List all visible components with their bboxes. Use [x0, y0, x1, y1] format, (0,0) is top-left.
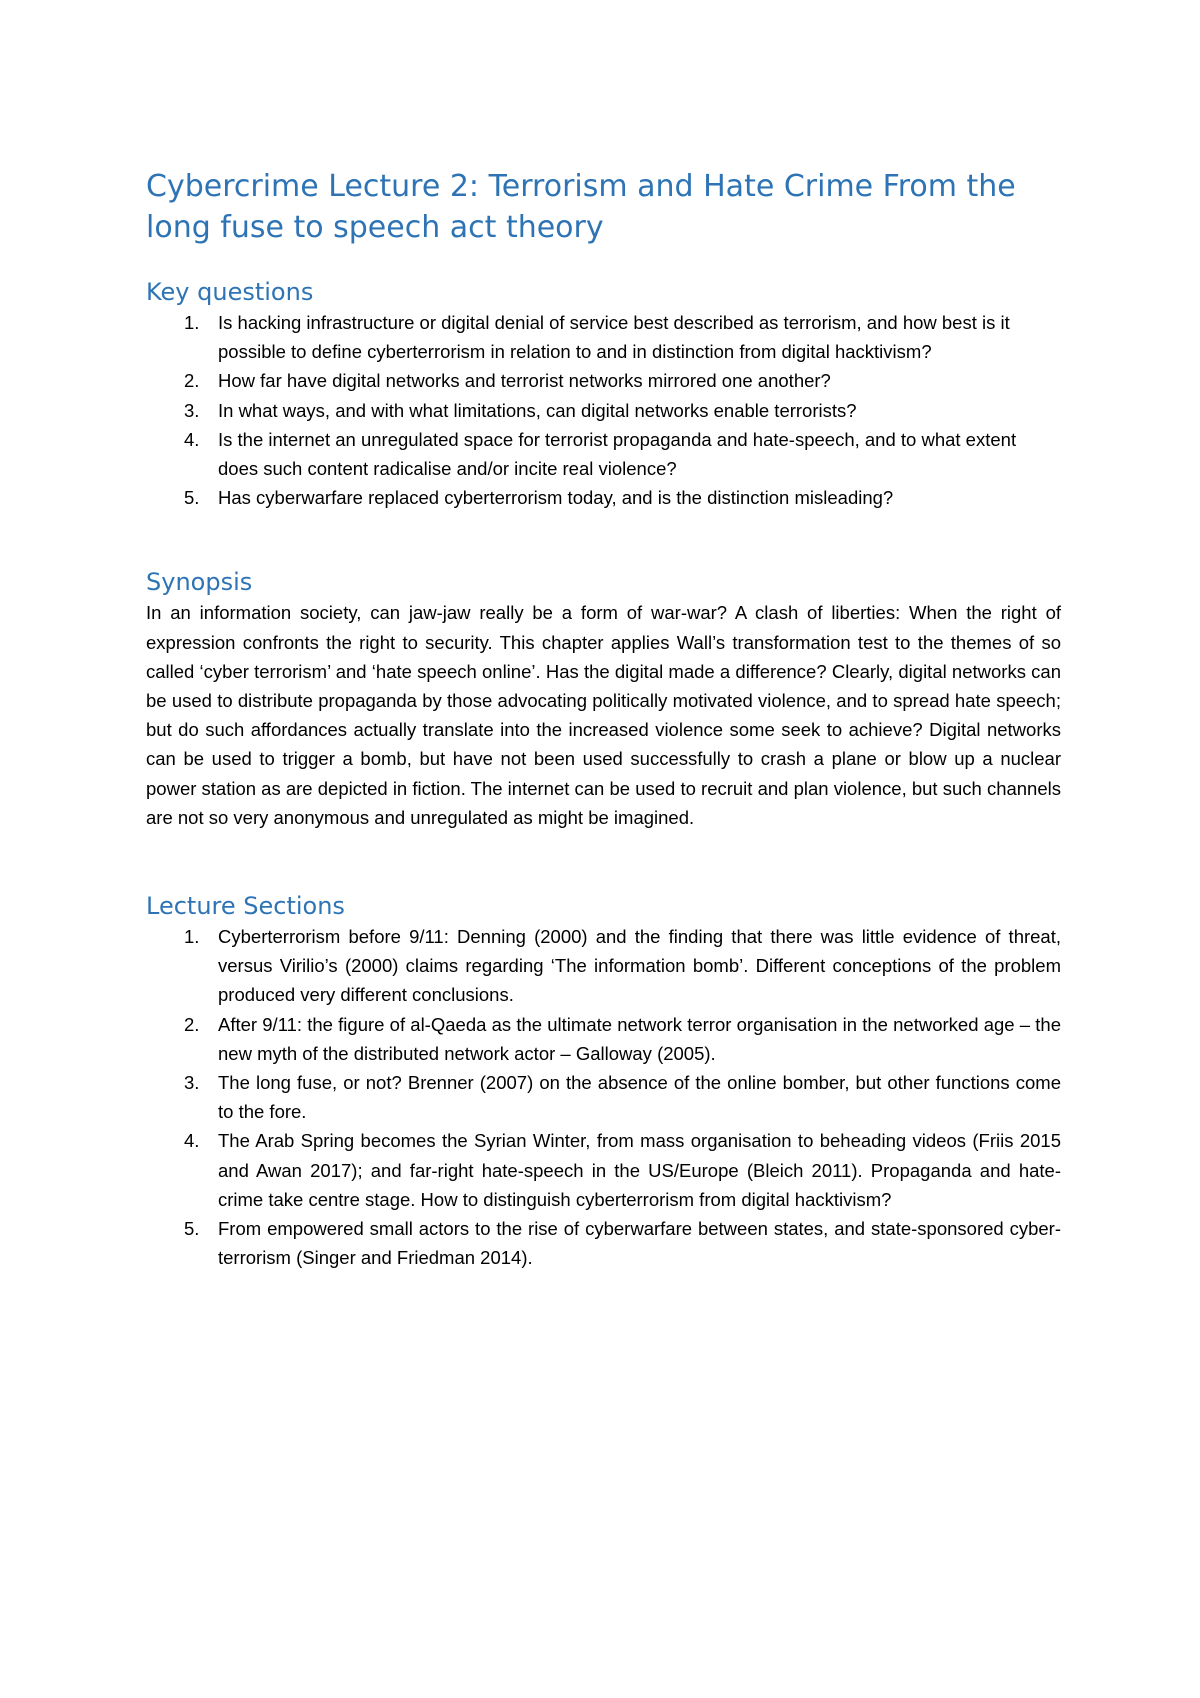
list-number: 5.	[184, 1218, 200, 1240]
list-item	[146, 483, 1061, 512]
list-item-text: Is hacking infrastructure or digital denial of service best described as terrorism, and how best is it possible to define cyberterrorism in relation to and in distinction from digital hacktivism?	[218, 312, 1010, 363]
document-content	[146, 166, 1061, 1272]
list-item	[146, 1126, 1061, 1214]
lecture-sections-list	[146, 922, 1061, 1272]
list-number: 1.	[184, 312, 200, 333]
list-number: 2.	[184, 1013, 200, 1035]
key-questions-heading: Key questions	[146, 278, 314, 306]
synopsis-paragraph: In an information society, can jaw-jaw really be a form of war-war? A clash of liberties: When the right of expression confronts the right to security. This chapter applies Wall’s transformation test to the themes of so called ‘cyber terrorism’ and ‘hate speech online’. Has the digital made a difference? Clearly, digital networks can be used to distribute propaganda by those advocating politically motivated violence, and to spread hate speech; but do such affordances actually translate into the increased violence some seek to achieve? Digital networks can be used to trigger a bomb, but have not been used successfully to crash a plane or blow up a nuclear power station as are depicted in fiction. The internet can be used to recruit and plan violence, but such channels are not so very anonymous and unregulated as might be imagined.	[146, 602, 1061, 828]
list-item-text: The long fuse, or not? Brenner (2007) on the absence of the online bomber, but other functions come to the fore.	[218, 1072, 1061, 1123]
list-number: 4.	[184, 1130, 200, 1152]
list-item-text: How far have digital networks and terrorist networks mirrored one another?	[218, 370, 831, 392]
list-item	[146, 308, 1061, 366]
list-item	[146, 1068, 1061, 1126]
document-title: Cybercrime Lecture 2: Terrorism and Hate Crime From the long fuse to speech act theory	[146, 169, 1016, 245]
list-number: 1.	[184, 926, 200, 948]
list-number: 3.	[184, 399, 200, 421]
synopsis-heading: Synopsis	[146, 568, 253, 597]
list-item	[146, 1214, 1061, 1272]
list-item	[146, 396, 1061, 425]
key-questions-list	[146, 308, 1061, 512]
list-item	[146, 922, 1061, 1010]
list-item-text: Has cyberwarfare replaced cyberterrorism today, and is the distinction misleading?	[218, 487, 894, 509]
list-item-text: Cyberterrorism before 9/11: Denning (2000) and the finding that there was little evidence of threat, versus Virilio’s (2000) claims regarding ‘The information bomb’. Different conceptions of the problem produced very different conclusions.	[218, 926, 1061, 1006]
list-number: 3.	[184, 1072, 200, 1094]
list-item-text: The Arab Spring becomes the Syrian Winter, from mass organisation to beheading videos (Friis 2015 and Awan 2017); and far-right hate-speech in the US/Europe (Bleich 2011). Propaganda and hate-crime take centre stage. How to distinguish cyberterrorism from digital hacktivism?	[218, 1130, 1061, 1210]
list-item-text: In what ways, and with what limitations, can digital networks enable terrorists?	[218, 399, 857, 421]
lecture-sections-heading: Lecture Sections	[146, 892, 345, 921]
list-item	[146, 1010, 1061, 1068]
list-number: 4.	[184, 428, 200, 450]
list-number: 5.	[184, 487, 200, 509]
list-item-text: After 9/11: the figure of al-Qaeda as the ultimate network terror organisation in the networked age – the new myth of the distributed network actor – Galloway (2005).	[218, 1013, 1061, 1064]
list-item-text: From empowered small actors to the rise of cyberwarfare between states, and state-sponsored cyber-terrorism (Singer and Friedman 2014).	[218, 1218, 1061, 1269]
list-item	[146, 425, 1061, 483]
list-item	[146, 366, 1061, 395]
list-number: 2.	[184, 370, 200, 392]
list-item-text: Is the internet an unregulated space for terrorist propaganda and hate-speech, and to what extent does such content radicalise and/or incite real violence?	[218, 428, 1017, 480]
